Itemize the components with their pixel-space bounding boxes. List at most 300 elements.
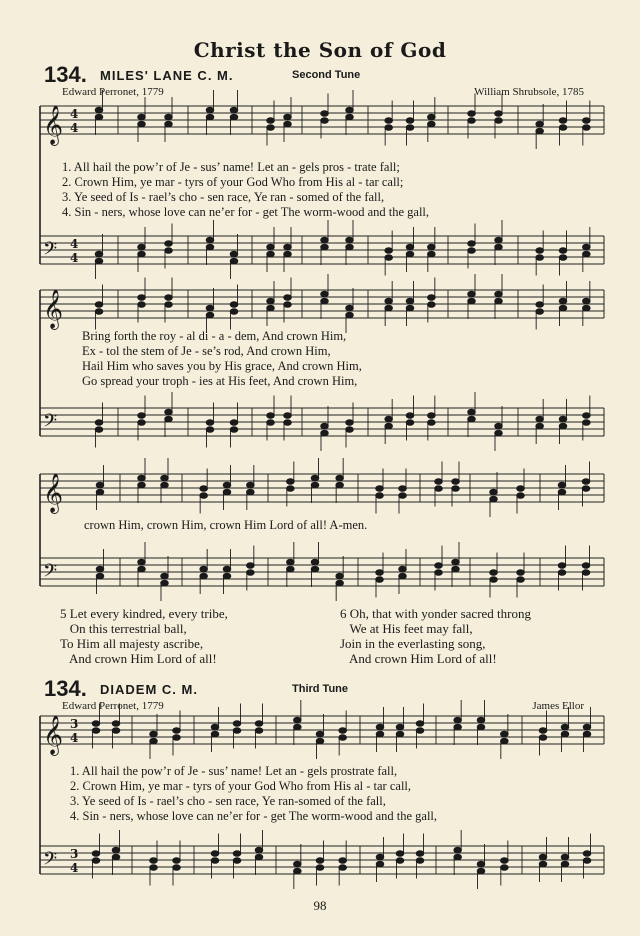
- note-head: [416, 858, 424, 864]
- bass-clef-icon: 𝄢: [43, 849, 58, 874]
- note-head: [200, 486, 208, 492]
- note-head: [346, 114, 354, 120]
- note-head: [536, 255, 544, 261]
- time-signature: 4: [70, 861, 79, 875]
- note-head: [321, 237, 329, 243]
- lyric-line: 1. All hail the pow’r of Je - sus’ name! Let an - gels pros - trate fall;: [62, 160, 400, 174]
- lyric-line: Bring forth the roy - al di - a - dem, And crown Him,: [82, 329, 347, 343]
- hymn-a-tune-note: Second Tune: [292, 69, 361, 81]
- note-head: [490, 570, 498, 576]
- note-head: [346, 305, 354, 311]
- hymn-a-system3-lyrics: crown Him, crown Him, crown Him Lord of all! A-men.: [84, 518, 368, 532]
- note-head: [539, 861, 547, 867]
- note-head: [561, 724, 569, 730]
- note-head: [477, 861, 485, 867]
- note-head: [501, 858, 509, 864]
- hymn-a-author: Edward Perronet, 1779: [62, 86, 164, 98]
- note-head: [284, 251, 292, 257]
- note-head: [385, 416, 393, 422]
- lyric-line: 3. Ye seed of Is - rael’s cho - sen race, Ye ran-somed of the fall,: [70, 794, 386, 808]
- note-head: [138, 413, 146, 419]
- note-head: [435, 563, 443, 569]
- note-head: [336, 580, 344, 586]
- note-head: [385, 305, 393, 311]
- note-head: [138, 420, 146, 426]
- note-head: [582, 486, 590, 492]
- note-head: [452, 479, 460, 485]
- note-head: [477, 724, 485, 730]
- note-head: [284, 413, 292, 419]
- note-head: [173, 858, 181, 864]
- note-head: [316, 858, 324, 864]
- note-head: [321, 298, 329, 304]
- note-head: [385, 255, 393, 261]
- note-head: [416, 851, 424, 857]
- note-head: [396, 724, 404, 730]
- note-head: [428, 251, 436, 257]
- note-head: [454, 847, 462, 853]
- hymn-a-stanza-5: 5 Let every kindred, every tribe, On this terrestrial ball, To Him all majesty ascribe, And crown Him Lord of all!: [60, 606, 228, 666]
- note-head: [399, 566, 407, 572]
- note-head: [211, 724, 219, 730]
- lyric-line: 4. Sin - ners, whose love can ne’er for - get The worm-wood and the gall,: [62, 205, 430, 219]
- note-head: [161, 580, 169, 586]
- note-head: [206, 237, 214, 243]
- note-head: [206, 427, 214, 433]
- note-head: [536, 416, 544, 422]
- note-head: [161, 482, 169, 488]
- lyric-line: 2. Crown Him, ye mar - tyrs of your God Who from His al - tar call,: [70, 779, 412, 793]
- time-signature: 4: [70, 237, 79, 251]
- note-head: [399, 493, 407, 499]
- note-head: [200, 566, 208, 572]
- note-head: [255, 721, 263, 727]
- bass-clef-icon: 𝄢: [43, 239, 58, 264]
- note-head: [294, 868, 302, 874]
- note-head: [230, 420, 238, 426]
- note-head: [582, 570, 590, 576]
- note-head: [95, 309, 103, 315]
- note-head: [428, 302, 436, 308]
- note-head: [536, 302, 544, 308]
- note-head: [230, 251, 238, 257]
- note-head: [428, 413, 436, 419]
- note-head: [385, 248, 393, 254]
- note-head: [95, 114, 103, 120]
- note-head: [346, 427, 354, 433]
- note-head: [536, 121, 544, 127]
- note-head: [490, 489, 498, 495]
- time-signature: 4: [70, 251, 79, 265]
- lyric-line: 3. Ye seed of Is - rael’s cho - sen race, Ye ran - somed of the fall,: [62, 190, 385, 204]
- note-head: [376, 570, 384, 576]
- note-head: [539, 854, 547, 860]
- note-head: [95, 427, 103, 433]
- treble-clef-icon: 𝄞: [43, 473, 64, 513]
- note-head: [95, 420, 103, 426]
- note-head: [583, 731, 591, 737]
- hymn-a-stanza-6: 6 Oh, that with yonder sacred throng We at His feet may fall, Join in the everlasting song, And crown Him Lord of all!: [340, 606, 531, 666]
- note-head: [284, 121, 292, 127]
- note-head: [173, 865, 181, 871]
- note-head: [321, 423, 329, 429]
- note-head: [376, 577, 384, 583]
- note-head: [468, 111, 476, 117]
- note-head: [399, 486, 407, 492]
- note-head: [490, 496, 498, 502]
- note-head: [406, 244, 414, 250]
- note-head: [517, 570, 525, 576]
- note-head: [267, 413, 275, 419]
- note-head: [435, 570, 443, 576]
- note-head: [173, 728, 181, 734]
- note-head: [206, 107, 214, 113]
- note-head: [346, 237, 354, 243]
- note-head: [399, 573, 407, 579]
- note-head: [495, 430, 503, 436]
- note-head: [559, 298, 567, 304]
- note-head: [517, 493, 525, 499]
- note-head: [406, 118, 414, 124]
- note-head: [223, 566, 231, 572]
- note-head: [583, 413, 591, 419]
- note-head: [206, 420, 214, 426]
- note-head: [255, 854, 263, 860]
- note-head: [321, 291, 329, 297]
- note-head: [92, 728, 100, 734]
- note-head: [138, 475, 146, 481]
- note-head: [583, 858, 591, 864]
- time-signature: 4: [70, 107, 79, 121]
- lyric-line: Hail Him who saves you by His grace, And crown Him,: [82, 359, 362, 373]
- note-head: [561, 861, 569, 867]
- note-head: [517, 577, 525, 583]
- hymn-a-number: 134.: [44, 62, 87, 87]
- note-head: [206, 244, 214, 250]
- note-head: [92, 851, 100, 857]
- note-head: [376, 731, 384, 737]
- note-head: [339, 728, 347, 734]
- hymn-b-composer: James Ellor: [532, 700, 584, 712]
- bass-clef-icon: 𝄢: [43, 561, 58, 586]
- note-head: [495, 237, 503, 243]
- note-head: [495, 244, 503, 250]
- note-head: [223, 573, 231, 579]
- note-head: [558, 570, 566, 576]
- hymn-a-system2-lyrics: [82, 329, 362, 389]
- note-head: [396, 731, 404, 737]
- note-head: [200, 493, 208, 499]
- note-head: [267, 118, 275, 124]
- note-head: [406, 298, 414, 304]
- note-head: [406, 413, 414, 419]
- note-head: [495, 111, 503, 117]
- note-head: [536, 423, 544, 429]
- note-head: [559, 416, 567, 422]
- note-head: [468, 291, 476, 297]
- note-head: [339, 735, 347, 741]
- note-head: [501, 731, 509, 737]
- note-head: [346, 107, 354, 113]
- note-head: [477, 717, 485, 723]
- note-head: [287, 479, 295, 485]
- note-head: [582, 479, 590, 485]
- note-head: [559, 423, 567, 429]
- note-head: [559, 118, 567, 124]
- note-head: [495, 298, 503, 304]
- note-head: [321, 118, 329, 124]
- note-head: [92, 721, 100, 727]
- note-head: [452, 486, 460, 492]
- note-head: [233, 858, 241, 864]
- lyric-line: Go spread your troph - ies at His feet, And crown Him,: [82, 374, 358, 388]
- note-head: [267, 251, 275, 257]
- note-head: [233, 851, 241, 857]
- hymn-b-number: 134.: [44, 676, 87, 701]
- note-head: [385, 118, 393, 124]
- note-head: [583, 851, 591, 857]
- note-head: [316, 738, 324, 744]
- time-signature: 4: [70, 121, 79, 135]
- note-head: [582, 563, 590, 569]
- page-title: Christ the Son of God: [193, 38, 447, 62]
- note-head: [96, 573, 104, 579]
- hymn-b-system1-lyrics: [70, 764, 437, 824]
- note-head: [230, 302, 238, 308]
- note-head: [539, 728, 547, 734]
- note-head: [396, 858, 404, 864]
- note-head: [206, 305, 214, 311]
- note-head: [284, 420, 292, 426]
- note-head: [339, 865, 347, 871]
- note-head: [267, 244, 275, 250]
- note-head: [173, 735, 181, 741]
- note-head: [346, 244, 354, 250]
- note-head: [233, 721, 241, 727]
- note-head: [454, 717, 462, 723]
- note-head: [294, 717, 302, 723]
- note-head: [406, 420, 414, 426]
- note-head: [583, 298, 591, 304]
- note-head: [230, 114, 238, 120]
- note-head: [428, 121, 436, 127]
- note-head: [287, 566, 295, 572]
- note-head: [416, 721, 424, 727]
- note-head: [311, 482, 319, 488]
- note-head: [267, 420, 275, 426]
- note-head: [284, 302, 292, 308]
- note-head: [346, 312, 354, 318]
- bass-clef-icon: 𝄢: [43, 411, 58, 436]
- note-head: [223, 482, 231, 488]
- note-head: [396, 851, 404, 857]
- note-head: [211, 851, 219, 857]
- note-head: [477, 868, 485, 874]
- note-head: [112, 847, 120, 853]
- note-head: [536, 248, 544, 254]
- note-head: [165, 409, 173, 415]
- note-head: [583, 125, 591, 131]
- time-signature: 4: [70, 731, 79, 745]
- note-head: [96, 482, 104, 488]
- note-head: [501, 738, 509, 744]
- note-head: [321, 111, 329, 117]
- note-head: [452, 566, 460, 572]
- note-head: [435, 486, 443, 492]
- note-head: [321, 430, 329, 436]
- note-head: [267, 125, 275, 131]
- note-head: [138, 251, 146, 257]
- note-head: [376, 861, 384, 867]
- note-head: [165, 302, 173, 308]
- note-head: [559, 305, 567, 311]
- note-head: [247, 570, 255, 576]
- note-head: [96, 489, 104, 495]
- note-head: [559, 255, 567, 261]
- note-head: [376, 854, 384, 860]
- note-head: [376, 724, 384, 730]
- note-head: [165, 295, 173, 301]
- note-head: [287, 486, 295, 492]
- note-head: [165, 121, 173, 127]
- note-head: [165, 416, 173, 422]
- note-head: [311, 475, 319, 481]
- note-head: [385, 125, 393, 131]
- lyric-line: 4. Sin - ners, whose love can ne’er for - get The worm-wood and the gall,: [70, 809, 438, 823]
- note-head: [406, 125, 414, 131]
- treble-clef-icon: 𝄞: [43, 105, 64, 145]
- note-head: [95, 302, 103, 308]
- note-head: [267, 305, 275, 311]
- note-head: [583, 420, 591, 426]
- note-head: [267, 298, 275, 304]
- note-head: [468, 118, 476, 124]
- note-head: [161, 573, 169, 579]
- note-head: [165, 241, 173, 247]
- hymn-a-system1-lyrics: [62, 160, 429, 220]
- time-signature: 3: [70, 847, 79, 861]
- note-head: [165, 248, 173, 254]
- note-head: [558, 563, 566, 569]
- note-head: [150, 858, 158, 864]
- note-head: [200, 573, 208, 579]
- note-head: [454, 724, 462, 730]
- note-head: [284, 295, 292, 301]
- note-head: [294, 861, 302, 867]
- note-head: [284, 244, 292, 250]
- note-head: [165, 114, 173, 120]
- hymn-a-composer: William Shrubsole, 1785: [474, 86, 584, 98]
- note-head: [112, 854, 120, 860]
- note-head: [247, 563, 255, 569]
- note-head: [428, 244, 436, 250]
- note-head: [454, 854, 462, 860]
- note-head: [255, 847, 263, 853]
- lyric-line: 2. Crown Him, ye mar - tyrs of your God Who from His al - tar call;: [62, 175, 404, 189]
- note-head: [490, 577, 498, 583]
- note-head: [138, 121, 146, 127]
- note-head: [468, 416, 476, 422]
- note-head: [211, 731, 219, 737]
- note-head: [150, 865, 158, 871]
- note-head: [468, 241, 476, 247]
- note-head: [561, 854, 569, 860]
- note-head: [468, 409, 476, 415]
- note-head: [336, 573, 344, 579]
- treble-clef-icon: 𝄞: [43, 715, 64, 755]
- note-head: [311, 559, 319, 565]
- note-head: [452, 559, 460, 565]
- note-head: [495, 423, 503, 429]
- lyric-line: Ex - tol the stem of Je - se’s rod, And crown Him,: [82, 344, 331, 358]
- note-head: [247, 482, 255, 488]
- note-head: [230, 258, 238, 264]
- note-head: [138, 566, 146, 572]
- note-head: [95, 258, 103, 264]
- hymn-b-author: Edward Perronet, 1779: [62, 700, 164, 712]
- treble-clef-icon: 𝄞: [43, 289, 64, 329]
- note-head: [583, 251, 591, 257]
- hymn-b-tune: DIADEM C. M.: [100, 682, 198, 697]
- note-head: [95, 251, 103, 257]
- note-head: [211, 858, 219, 864]
- note-head: [138, 295, 146, 301]
- note-head: [406, 251, 414, 257]
- note-head: [336, 475, 344, 481]
- note-head: [96, 566, 104, 572]
- note-head: [416, 728, 424, 734]
- note-head: [539, 735, 547, 741]
- note-head: [376, 486, 384, 492]
- note-head: [294, 724, 302, 730]
- note-head: [230, 427, 238, 433]
- note-head: [150, 731, 158, 737]
- note-head: [339, 858, 347, 864]
- hymn-b-tune-note: Third Tune: [292, 683, 349, 695]
- note-head: [311, 566, 319, 572]
- note-head: [435, 479, 443, 485]
- note-head: [385, 298, 393, 304]
- note-head: [206, 114, 214, 120]
- note-head: [536, 128, 544, 134]
- time-signature: 3: [70, 717, 79, 731]
- note-head: [583, 244, 591, 250]
- note-head: [558, 482, 566, 488]
- note-head: [559, 248, 567, 254]
- note-head: [255, 728, 263, 734]
- note-head: [583, 724, 591, 730]
- note-head: [161, 475, 169, 481]
- note-head: [112, 728, 120, 734]
- note-head: [316, 731, 324, 737]
- note-head: [428, 420, 436, 426]
- note-head: [406, 305, 414, 311]
- note-head: [468, 248, 476, 254]
- note-head: [428, 295, 436, 301]
- note-head: [346, 420, 354, 426]
- note-head: [376, 493, 384, 499]
- note-head: [206, 312, 214, 318]
- note-head: [583, 118, 591, 124]
- note-head: [558, 489, 566, 495]
- note-head: [495, 118, 503, 124]
- note-head: [230, 309, 238, 315]
- note-head: [559, 125, 567, 131]
- note-head: [428, 114, 436, 120]
- note-head: [138, 302, 146, 308]
- note-head: [138, 559, 146, 565]
- note-head: [336, 482, 344, 488]
